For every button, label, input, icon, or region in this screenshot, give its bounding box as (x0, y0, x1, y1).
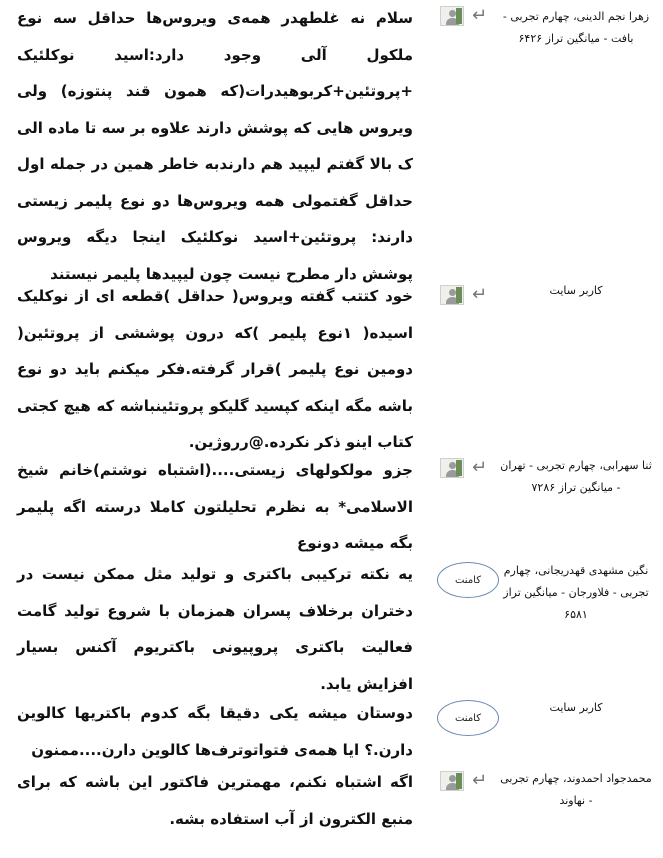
reply-arrow-icon[interactable]: ↵ (472, 284, 488, 305)
comment-text: دوستان میشه یکی دقیقا بگه کدوم باکتریها کالوین دارن.؟ ایا همه‌ی فتواتوترف‌ها کالوین دارن....ممنون (17, 704, 413, 759)
comment-text: خود کتتب گفته ویروس( حداقل )قطعه ای از نوکلیک اسیده( ۱نوع پلیمر )که درون پوششی از پروتئین( دومین نوع پلیمر )قرار گرفته.فکر میکنم باید دو نوع باشه مگه اینکه کپسید گلیکو پروتئینباشه که هیچ کجتی کتاب اینو ذکر نکرده.@رروژین. (17, 287, 413, 451)
comment-author[interactable]: محمدجواد احمدوند، چهارم تجربی - نهاوند (500, 772, 652, 807)
comment-text: اگه اشتباه نکنم، مهمترین فاکتور این باشه که برای منبع الکترون از آب استفاده بشه. (17, 773, 413, 828)
comment-actions (440, 771, 498, 793)
comment-author[interactable]: نگین مشهدی قهدریجانی، چهارم تجربی - فلاورجان - میانگین تراز ۶۵۸۱ (503, 564, 649, 621)
comment-actions (440, 285, 498, 307)
comment-badge: کامنت (437, 700, 499, 736)
comment-actions (440, 6, 498, 28)
comment-text: جزو مولکولهای زیستی....(اشتباه نوشتم)خانم شیخ الاسلامی* به نظرم تحلیلتون کاملا درسته اگه پلیمر بگه میشه دونوع (17, 461, 413, 552)
comment-author[interactable]: ثنا سهرابی، چهارم تجربی - تهران - میانگین تراز ۷۲۸۶ (500, 459, 652, 494)
user-avatar-icon (440, 771, 464, 791)
reply-arrow-icon[interactable]: ↵ (472, 5, 488, 26)
reply-arrow-icon[interactable]: ↵ (472, 770, 488, 791)
user-avatar-icon (440, 285, 464, 305)
comment-badge: کامنت (437, 562, 499, 598)
user-avatar-icon (440, 458, 464, 478)
user-avatar-icon (440, 6, 464, 26)
comment-text: سلام نه غلطهدر همه‌ی ویروس‌ها حداقل سه نوع ملکول آلی وجود دارد:اسید نوکلئیک +پروتئین+کربوهیدرات(که همون قند پنتوزه) ولی ویروس هایی که پوشش دارند علاوه بر سه تا ماده الی ک بالا گفتم لیپید هم دارندبه خاطر همین در جمله اول حداقل گفتمولی همه ویروس‌ها دو نوع پلیمر زیستی دارند: پروتئین+اسید نوکلئیک اینجا دیگه ویروس پوشش دار مطرح نیست چون لیپیدها پلیمر نیستند (17, 9, 413, 283)
comment-author[interactable]: کاربر سایت (549, 284, 603, 297)
comment-text: یه نکته ترکیبی باکتری و تولید مثل ممکن نیست در دختران برخلاف پسران همزمان با شروع تولید گامت فعالیت باکتری پروپیونی باکتریوم آکنس بسیار افزایش یابد. (17, 565, 413, 693)
reply-arrow-icon[interactable]: ↵ (472, 457, 488, 478)
comment-author[interactable]: کاربر سایت (549, 701, 603, 714)
comment-actions (440, 458, 498, 480)
comment-author[interactable]: زهرا نجم الدینی، چهارم تجربی - بافت - میانگین تراز ۶۴۲۶ (502, 10, 650, 45)
